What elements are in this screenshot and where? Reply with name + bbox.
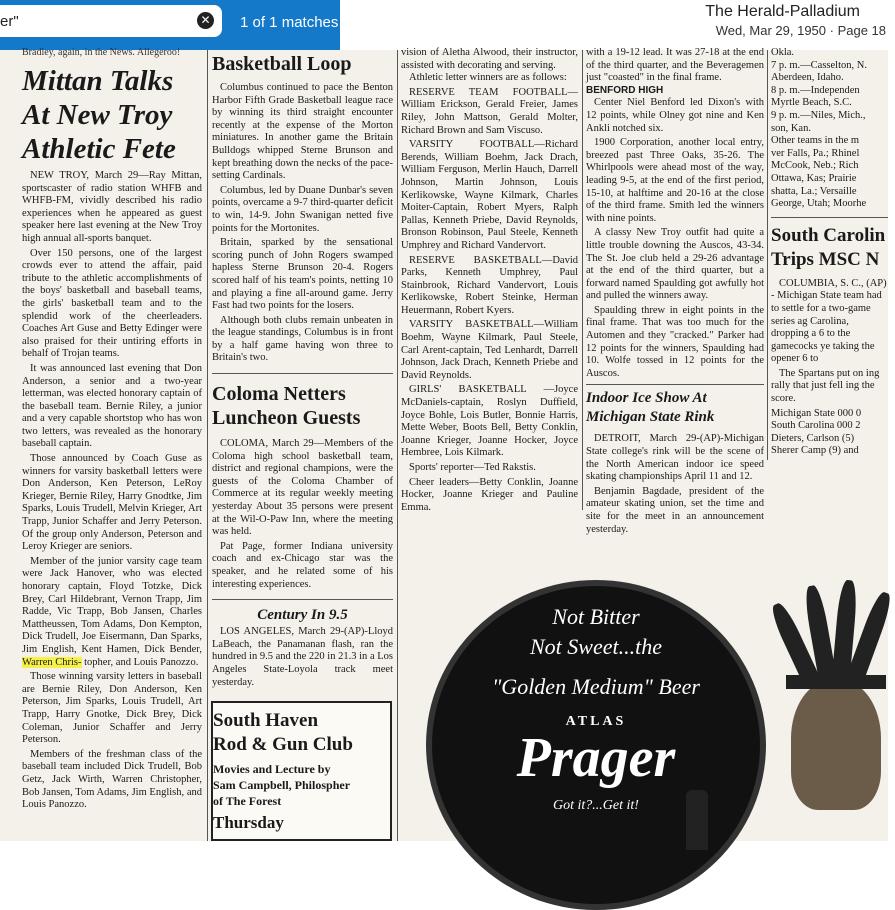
paragraph: Benjamin Bagdade, president of the amateur skating union, set the time and site for the meet in an announcement yesterday. xyxy=(586,485,764,535)
ad-line: Rod & Gun Club xyxy=(213,734,353,755)
bottle-cap-graphic xyxy=(426,580,766,910)
schedule-line: George, Utah; Moorhe xyxy=(771,198,867,210)
paragraph: The Spartans put on ing rally that just fell ing the score. xyxy=(771,367,880,405)
viewer-toolbar xyxy=(0,0,888,50)
headline-ice-show: Indoor Ice Show At Michigan State Rink xyxy=(586,390,715,426)
paragraph: NEW TROY, March 29—Ray Mittan, sportscaster of radio station WHFB and WHFB-FM, vividly described his radio experiences when he appeared as guest speaker here last evening at the New Troy high annual all-sports banquet. xyxy=(22,170,202,244)
paragraph: Britain, sparked by the sensational scoring punch of John Rogers swamped hapless Sterne Brunson 20-4. Rogers scored half of his team's points, netting 10 and playing a fine all-around game. Jerry Fast had two points for the losers. xyxy=(212,237,393,312)
ad-line: Thursday xyxy=(213,813,284,832)
article-basketball-loop xyxy=(212,50,393,688)
clear-search-icon[interactable]: ✕ xyxy=(197,12,214,29)
column-top-text: Bradley, again, in the News. Allegeroo! xyxy=(22,47,181,58)
paragraph-with-highlight: Member of the junior varsity cage team were Jack Hanover, who was elected honorary captain, Floyd Totzke, Dick Brey, Carl Hildebrant, Vernon Trapp, Jim Radde, Vic Trapp, Bob Jansen, Charles Mattheussen, Tom Adams, Don Kempton, Dick Trudell, Joe Eisermann, Dan Sparks, Jim English, Kent Hamen, Dick Bender, Warren Chris- topher, and Louis Panozzo. xyxy=(22,555,202,668)
schedule-line: ver Falls, Pa.; Rhinel xyxy=(771,147,860,159)
schedule-line: shatta, La.; Versaille xyxy=(771,185,857,197)
schedule-line: McCook, Neb.; Rich xyxy=(771,160,859,172)
letter-section: Cheer leaders—Betty Conklin, Joanne Hocker, Joanne Krieger and Pauline Emma. xyxy=(401,476,578,513)
search-panel xyxy=(0,0,340,50)
schedule-line: Ottawa, Kas; Prairie xyxy=(771,172,857,184)
article-mittan xyxy=(22,47,202,841)
paragraph: Athletic letter winners are as follows: xyxy=(409,72,567,84)
letter-section: VARSITY BASKETBALL—William Boehm, Wayne Kilmark, Paul Steele, Carl Arent-captain, Ted Lenhardt, Darrell Johnson, Jack Drach, Kenneth Priebe and David Reynolds. xyxy=(401,319,578,381)
atlas-prager-beer-ad xyxy=(406,560,888,841)
paragraph: A classy New Troy outfit had quite a little trouble downing the Auscos, 43-34. The St. Joe club held a 29-26 advantage at the end of the third quarter, but a forward named Spaulding got awfully hot and pulled the winners away. xyxy=(586,227,764,302)
ad-line: Movies and Lecture by xyxy=(213,762,331,776)
paragraph: vision of Aletha Alwood, their instructor, assisted with decorating and serving. xyxy=(401,47,578,71)
paragraph: Pat Page, former Indiana university coach and ex-Chicago star was the speaker, and he related some of his interesting experiences. xyxy=(212,540,393,590)
ad-line: Not Bitter xyxy=(552,604,640,629)
letter-section: RESERVE BASKETBALL—David Parks, Kenneth Umphrey, Paul Stainbrook, Richard Vandervort, Louis Kerlikowske, Robert Steinke, Herman Heuermann, Robert Kyers. xyxy=(401,254,578,316)
paragraph: COLOMA, March 29—Members of the Coloma high school basketball team, district and regional champions, were the guests of the Coloma Chamber of Commerce at its regular weekly meeting yesterday About 35 persons were present at the Wil-O-Paw Inn, where the meeting was held. xyxy=(212,438,393,538)
paragraph: Although both clubs remain unbeaten in the league standings, Columbus is in front by a half game having won three to Britain's two. xyxy=(212,314,393,364)
ad-line: Not Sweet...the xyxy=(530,634,662,659)
letter-section: GIRLS' BASKETBALL —Joyce McDaniels-captain, Roslyn Duffield, Joyce Bohle, Lois Butler, Bonnie Harris, Mette Weber, Boots Bell, Betty Conklin, Joanne Krieger, Joanne Hocker, Joyce Hembree, Lois Kilmark. xyxy=(401,384,578,459)
schedule-line: 7 p. m.—Casselton, N. xyxy=(771,59,867,71)
paragraph: Those winning varsity letters in baseball are Bernie Riley, Don Anderson, Ken Peterson, Jim Sparks, Louis Trudell, Art Trapp, Harry Gnotke, Dick Brey, Dick Coleman, Junior Schaffer and Jerry Peterson. xyxy=(22,671,202,746)
letter-section: RESERVE TEAM FOOTBALL—William Erickson, Gerald Freier, James Riley, John Mattson, Gerald Molter, Richard Brown and Sam Viscuso. xyxy=(401,86,578,136)
schedule-line: son, Kan. xyxy=(771,122,811,134)
search-highlight[interactable]: Warren Chris- xyxy=(22,656,82,668)
column-rule xyxy=(582,50,583,510)
ad-line: South Haven xyxy=(213,710,319,731)
paragraph: Over 150 persons, one of the largest crowds ever to attend the affair, paid tribute to the athletic accomplishments of the boys' basketball and baseball teams, the girls' basketball team and to the splendid work of the cheerleaders. Coaches Art Guse and Betty Edinger were also praised for their untiring efforts in behalf of Trojan teams. xyxy=(22,247,202,360)
paragraph: Members of the freshman class of the baseball team included Dick Trudell, Bob Getz, Jack Wirth, Warren Christopher, Bob Jansen, Tom Adams, Jim English, and Louis Panozzo. xyxy=(22,748,202,811)
bottle-graphic xyxy=(686,790,708,850)
article-south-carolina xyxy=(771,47,888,470)
ad-line: Sam Campbell, Philospher xyxy=(213,778,351,792)
match-count: 1 of 1 matches xyxy=(240,14,339,31)
ad-brand-small: ATLAS xyxy=(565,714,627,729)
divider xyxy=(212,373,393,374)
search-query-text: er" xyxy=(0,13,19,30)
paragraph: Columbus continued to pace the Benton Harbor Fifth Grade Basketball league race by winning its third straight encounter recently at the expense of the Morton miniatures. In another game the Britain Bulldogs whipped Sterne Brunson and kept breathing down the necks of the pace-setting Cardinals. xyxy=(212,82,393,182)
paragraph: COLUMBIA, S. C., (AP) - Michigan State team had to settle for a two-game series ag Carolina, dropping a 6 to the gamecocks ye taking the opener 6 to xyxy=(771,277,887,365)
paragraph: Columbus, led by Duane Dunbar's seven points, overcame a 9-7 third-quarter deficit to win, 14-9. John Swanigan netted five points for the Mortonites. xyxy=(212,184,393,234)
score-line: Dieters, Carlson (5) xyxy=(771,432,855,444)
schedule-line: Other teams in the m xyxy=(771,135,860,147)
score-line: Michigan State 000 0 xyxy=(771,407,862,419)
publication-title: The Herald-Palladium xyxy=(705,3,860,20)
headline-south-carolina: South Carolin Trips MSC N xyxy=(771,224,886,270)
subheading: BENFORD HIGH xyxy=(586,84,664,96)
headline-mittan: Mittan Talks At New Troy Athletic Fete xyxy=(22,65,176,165)
headline-coloma: Coloma Netters Luncheon Guests xyxy=(212,383,361,430)
paragraph: LOS ANGELES, March 29-(AP)-Lloyd LaBeach, the Panamanan flash, ran the hundred in 9.5 and the 220 in 21.3 in a Los Angeles State-Loyola track meet yesterday. xyxy=(212,626,393,688)
paragraph: Center Niel Benford led Dixon's with 12 points, while Olney got nine and Ken Ankli notched six. xyxy=(586,97,764,134)
paragraph: 1900 Corporation, another local entry, breezed past Three Oaks, 35-26. The Whirlpools were ahead most of the way, leading 9-5, at the end of the first period, 15-10, at halftime and 20-16 at the close of the third frame. Smith led the winners with nine points. xyxy=(586,137,764,224)
ad-line: of The Forest xyxy=(213,794,282,808)
paragraph: with a 19-12 lead. It was 27-18 at the end of the third quarter, and the Beveragemen just "coasted" in the final frame. xyxy=(586,47,764,84)
score-line: South Carolina 000 2 xyxy=(771,420,861,432)
ad-line: "Golden Medium" Beer xyxy=(492,674,700,699)
divider xyxy=(586,384,764,385)
schedule-line: 8 p. m.—Independen xyxy=(771,84,860,96)
article-letter-winners xyxy=(401,47,578,520)
score-line: Sherer Camp (9) and xyxy=(771,445,859,457)
search-input[interactable] xyxy=(0,5,222,37)
publication-meta: Wed, Mar 29, 1950 · Page 18 xyxy=(715,23,886,38)
column-rule xyxy=(767,50,768,460)
article-benford xyxy=(586,47,764,535)
schedule-line: Myrtle Beach, S.C. xyxy=(771,97,852,109)
paragraph: Those announced by Coach Guse as winners for varsity basketball letters were Don Anderson, Ken Peterson, LeRoy Krieger, Bernie Riley, Harry Gnodtke, Jim Sparks, Louis Trudell, Melvin Krieger, Art Trapp, Junior Schaffer and Jerry Peterson. Of the group only Anderson, Peterson and Leroy Krieger are seniors. xyxy=(22,453,202,553)
letter-section: VARSITY FOOTBALL—Richard Berends, William Boehm, Jack Drach, William Ferguson, Merlin Hauch, Darrell Johnson, Martin Johnson, Louis Kerlikowske, Wayne Kilmark, Charles Moiter-Captain, Robert Myers, Ralph Pallas, Kenneth Priebe, David Reynolds, Bronson Robinson, Paul Steele, Kenneth Umphrey and Richard Vandervort. xyxy=(401,139,578,251)
divider xyxy=(212,599,393,600)
paragraph: Spaulding threw in eight points in the final frame. That was too much for the Automen and they "cracked." Parker had 12 points for the winners, Spaulding had 10. Wolfe tossed in 12 points for the Auscos. xyxy=(586,304,764,379)
headdress-graphic xyxy=(776,580,888,841)
south-haven-ad xyxy=(211,701,392,841)
schedule-line: Aberdeen, Idaho. xyxy=(771,72,844,84)
headline-basketball-loop: Basketball Loop xyxy=(212,53,352,75)
schedule-line: 9 p. m.—Niles, Mich., xyxy=(771,109,866,121)
headline-century: Century In 9.5 xyxy=(257,607,348,624)
schedule-line: Okla. xyxy=(771,47,795,58)
newspaper-page[interactable] xyxy=(0,47,888,841)
letter-section: Sports' reporter—Ted Rakstis. xyxy=(409,462,536,473)
divider xyxy=(771,217,888,218)
paragraph: DETROIT, March 29-(AP)-Michigan State college's rink will be the scene of the North American indoor ice speed skating championships April 11 and 12. xyxy=(586,433,764,483)
paragraph: It was announced last evening that Don Anderson, a senior and a two-year letterman, was elected honorary captain of the baseball team. Bernie Riley, a junior and a very capable shortstop who has won two letters, was revealed as the honorary baseball captain. xyxy=(22,362,202,450)
ad-brand: Prager xyxy=(516,727,676,789)
column-rule xyxy=(397,50,398,841)
ad-tagline: Got it?...Get it! xyxy=(553,798,639,813)
column-rule xyxy=(207,50,208,841)
